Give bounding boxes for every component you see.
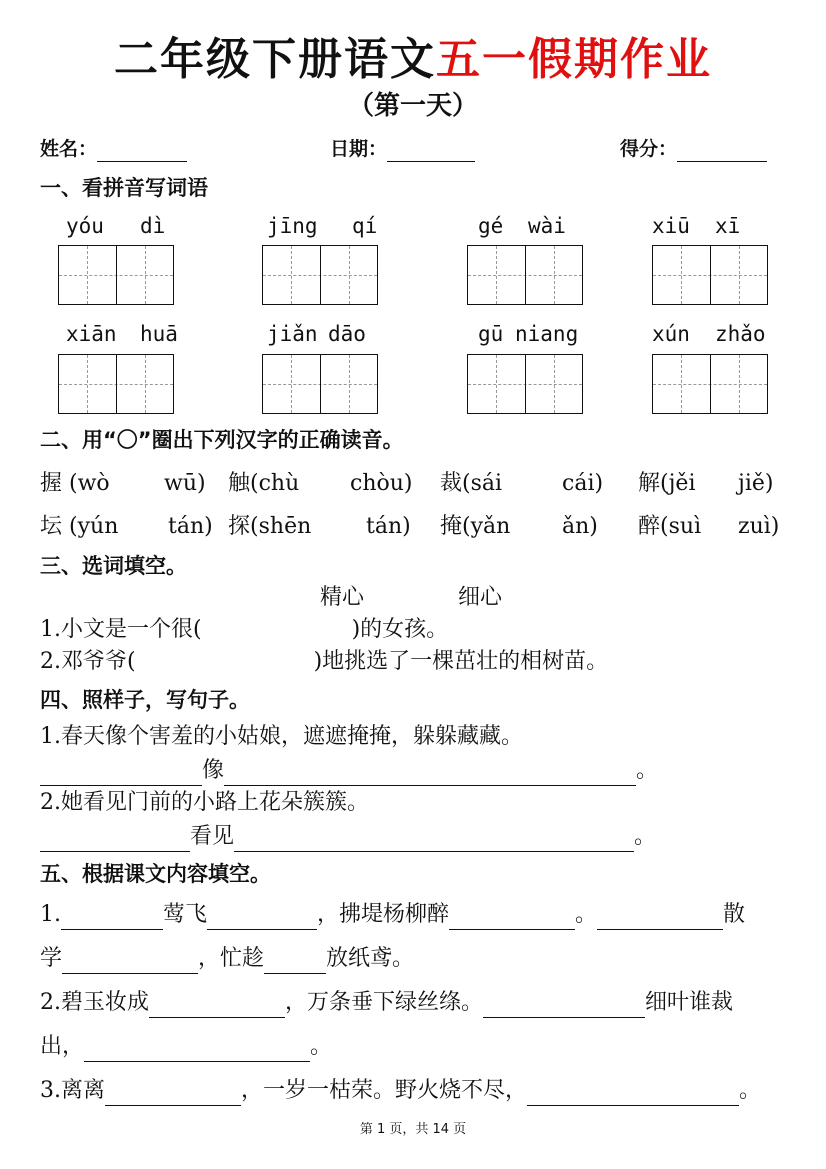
pinyin-5a: xiān — [66, 322, 117, 346]
reading-item: 解(jěi — [638, 471, 696, 496]
writing-grid[interactable] — [262, 245, 378, 305]
imitate-line-1: 像 。 — [40, 756, 658, 786]
answer-blank[interactable] — [264, 949, 326, 974]
pinyin-2b: qí — [352, 214, 378, 238]
score-label: 得分： — [620, 138, 678, 160]
pinyin-4a: xiū — [652, 214, 690, 238]
pinyin-2a: jīng — [267, 214, 318, 238]
pinyin-5b: huā — [140, 322, 178, 346]
reading-item: 掩(yǎn — [440, 514, 511, 539]
writing-grid[interactable] — [652, 245, 768, 305]
title-black: 二年级下册语文 — [114, 34, 436, 85]
section2-heading: 二、用“〇”圈出下列汉字的正确读音。 — [40, 428, 404, 452]
writing-grid[interactable] — [467, 245, 583, 305]
writing-grid[interactable] — [652, 354, 768, 414]
pinyin-4b: xī — [715, 214, 741, 238]
pinyin-option[interactable]: yǎn — [470, 514, 511, 539]
pinyin-option[interactable]: yún — [77, 514, 119, 539]
poem-line-3: 2.碧玉妆成 ，万条垂下绿丝绦。 细叶谁裁 — [40, 988, 733, 1018]
score-field — [620, 136, 767, 162]
question-3-2: 2.邓爷爷( )地挑选了一棵茁壮的相树苗。 — [40, 649, 609, 674]
section5-heading: 五、根据课文内容填空。 — [40, 862, 271, 886]
pinyin-option[interactable]: shēn — [258, 514, 312, 539]
pinyin-option[interactable]: wò — [77, 471, 110, 496]
name-label: 姓名： — [40, 138, 98, 160]
answer-blank[interactable] — [84, 1037, 310, 1062]
reading-item: 醉(suì — [638, 514, 702, 539]
reading-item: 探(shēn — [228, 514, 312, 539]
answer-blank[interactable] — [207, 905, 317, 930]
pinyin-6a: jiǎn — [267, 322, 318, 346]
answer-blank[interactable] — [597, 905, 723, 930]
pinyin-1a: yóu — [66, 214, 104, 238]
answer-blank[interactable] — [40, 827, 190, 852]
imitate-line-2: 看见 。 — [40, 822, 656, 852]
pinyin-3b: wài — [528, 214, 566, 238]
reading-item: 坛 (yún — [40, 514, 119, 539]
date-field — [330, 136, 475, 162]
pinyin-7a: gū — [478, 322, 504, 346]
answer-blank[interactable] — [224, 761, 636, 786]
answer-blank[interactable] — [483, 993, 645, 1018]
pinyin-option[interactable]: jěi — [668, 471, 696, 496]
page-subtitle: （第一天） — [347, 91, 478, 121]
example-sentence-1: 1.春天像个害羞的小姑娘，遮遮掩掩，躲躲藏藏。 — [40, 724, 523, 749]
answer-blank[interactable] — [105, 1081, 241, 1106]
pinyin-1b: dì — [140, 214, 166, 238]
date-label: 日期： — [330, 138, 388, 160]
pinyin-option[interactable]: suì — [668, 514, 702, 539]
pinyin-6b: dāo — [328, 322, 366, 346]
answer-blank[interactable] — [61, 905, 163, 930]
word-choice-1: 精心 — [320, 585, 365, 610]
poem-line-1: 1. 莺飞 ，拂堤杨柳醉 。 散 — [40, 900, 745, 930]
writing-grid[interactable] — [467, 354, 583, 414]
pinyin-7b: niang — [515, 322, 579, 346]
pinyin-option[interactable]: wū) — [164, 471, 206, 496]
answer-blank[interactable] — [149, 993, 285, 1018]
pinyin-option[interactable]: sái — [470, 471, 503, 496]
pinyin-option[interactable]: cái) — [562, 471, 604, 496]
pinyin-8a: xún — [652, 322, 690, 346]
title-red: 五一假期作业 — [436, 34, 712, 85]
page-number: 第 1 页，共 14 页 — [359, 1122, 467, 1137]
writing-grid[interactable] — [58, 245, 174, 305]
reading-item: 触(chù — [228, 471, 300, 496]
section3-heading: 三、选词填空。 — [40, 554, 187, 578]
writing-grid[interactable] — [58, 354, 174, 414]
example-sentence-2: 2.她看见门前的小路上花朵簇簇。 — [40, 790, 369, 815]
pinyin-option[interactable]: tán) — [168, 514, 213, 539]
pinyin-option[interactable]: ǎn) — [562, 514, 598, 539]
answer-blank[interactable] — [62, 949, 198, 974]
writing-grid[interactable] — [262, 354, 378, 414]
pinyin-option[interactable]: chù — [258, 471, 300, 496]
name-field — [40, 136, 187, 162]
poem-line-4: 出， 。 — [40, 1032, 332, 1062]
date-blank[interactable] — [387, 141, 475, 162]
pinyin-option[interactable]: zuì) — [738, 514, 780, 539]
answer-blank[interactable] — [234, 827, 634, 852]
answer-blank[interactable] — [40, 761, 202, 786]
word-choice-2: 细心 — [458, 585, 503, 610]
poem-line-2: 学 ，忙趁 放纸鸢。 — [40, 944, 414, 974]
score-blank[interactable] — [677, 141, 767, 162]
pinyin-8b: zhǎo — [715, 322, 766, 346]
name-blank[interactable] — [97, 141, 187, 162]
page-title — [0, 30, 826, 90]
reading-item: 裁(sái — [440, 471, 503, 496]
pinyin-option[interactable]: tán) — [366, 514, 411, 539]
answer-blank[interactable] — [527, 1081, 739, 1106]
pinyin-option[interactable]: chòu) — [350, 471, 413, 496]
section1-heading: 一、看拼音写词语 — [40, 176, 208, 200]
poem-line-5: 3.离离 ，一岁一枯荣。野火烧不尽， 。 — [40, 1076, 761, 1106]
pinyin-option[interactable]: jiě) — [738, 471, 774, 496]
pinyin-3a: gé — [478, 214, 504, 238]
section4-heading: 四、照样子，写句子。 — [40, 688, 250, 712]
reading-item: 握 (wò — [40, 471, 110, 496]
answer-blank[interactable] — [449, 905, 575, 930]
question-3-1: 1.小文是一个很( )的女孩。 — [40, 617, 449, 642]
